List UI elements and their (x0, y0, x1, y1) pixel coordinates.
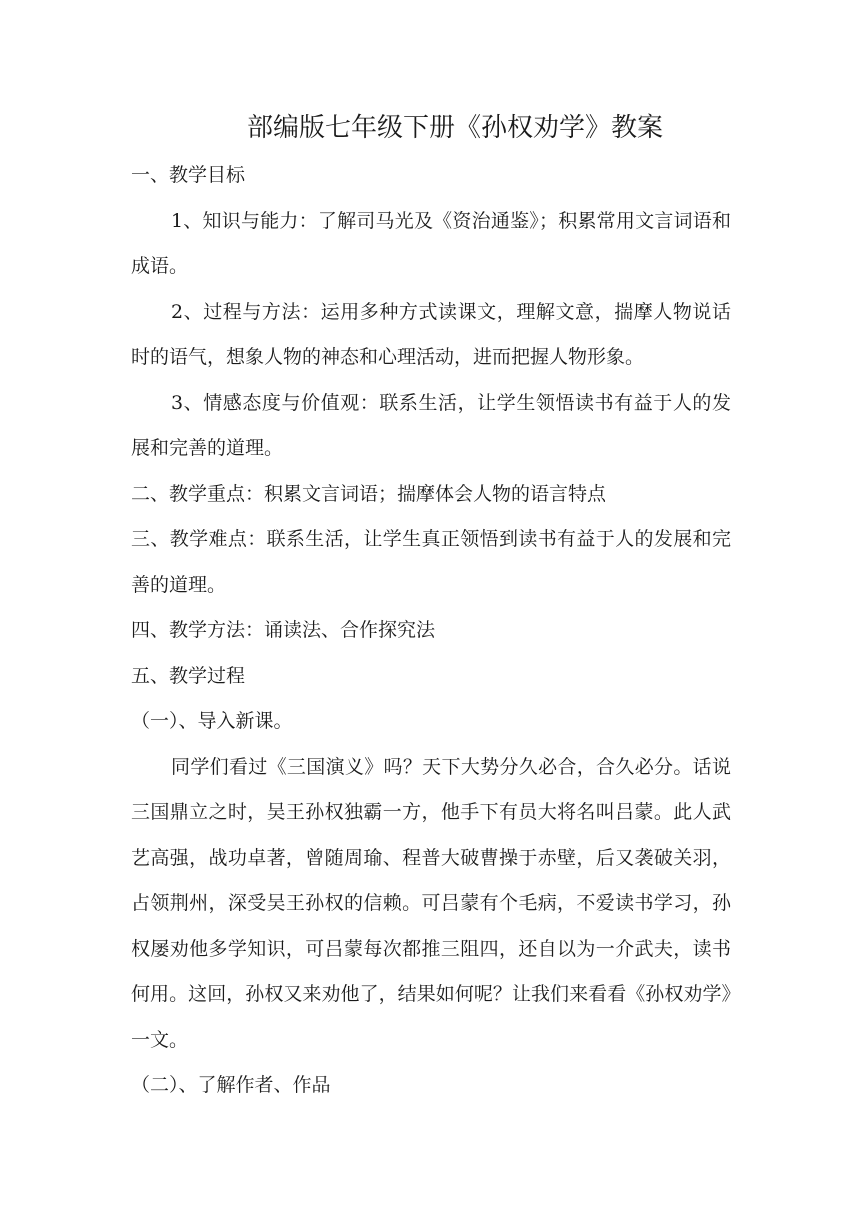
subsection-heading-author-works: （二）、了解作者、作品 (131, 1074, 331, 1096)
paragraph-knowledge-ability: 1、知识与能力：了解司马光及《资治通鉴》；积累常用文言词语和成语。 (131, 209, 731, 277)
paragraph-emotion-values: 3、情感态度与价值观：联系生活，让学生领悟读书有益于人的发展和完善的道理。 (131, 391, 731, 459)
paragraph-introduction: 同学们看过《三国演义》吗？天下大势分久必合，合久必分。话说三国鼎立之时，吴王孙权独霸一方，他手下有员大将名叫吕蒙。此人武艺高强，战功卓著，曾随周瑜、程普大破曹操于赤壁，后又袭破关羽，占领荆州，深受吴王孙权的信赖。可吕蒙有个毛病，不爱读书学习，孙权屡劝他多学知识，可吕蒙每次都推三阻四，还自以为一介武夫，读书何用。这回，孙权又来劝他了，结果如何呢？让我们来看看《孙权劝学》一文。 (131, 755, 731, 1051)
paragraph-process-method: 2、过程与方法：运用多种方式读课文，理解文意，揣摩人物说话时的语气，想象人物的神态和心理活动，进而把握人物形象。 (131, 300, 731, 368)
section-heading-process: 五、教学过程 (131, 664, 246, 687)
section-heading-key-points: 二、教学重点：积累文言词语；揣摩体会人物的语言特点 (131, 482, 607, 505)
document-title: 部编版七年级下册《孙权劝学》教案 (246, 113, 663, 143)
section-heading-objectives: 一、教学目标 (131, 164, 246, 186)
document-body (131, 153, 731, 1109)
section-heading-methods: 四、教学方法：诵读法、合作探究法 (131, 619, 436, 641)
subsection-heading-introduction: （一）、导入新课。 (131, 710, 293, 732)
section-heading-difficulties: 三、教学难点：联系生活，让学生真正领悟到读书有益于人的发展和完善的道理。 (131, 528, 731, 596)
